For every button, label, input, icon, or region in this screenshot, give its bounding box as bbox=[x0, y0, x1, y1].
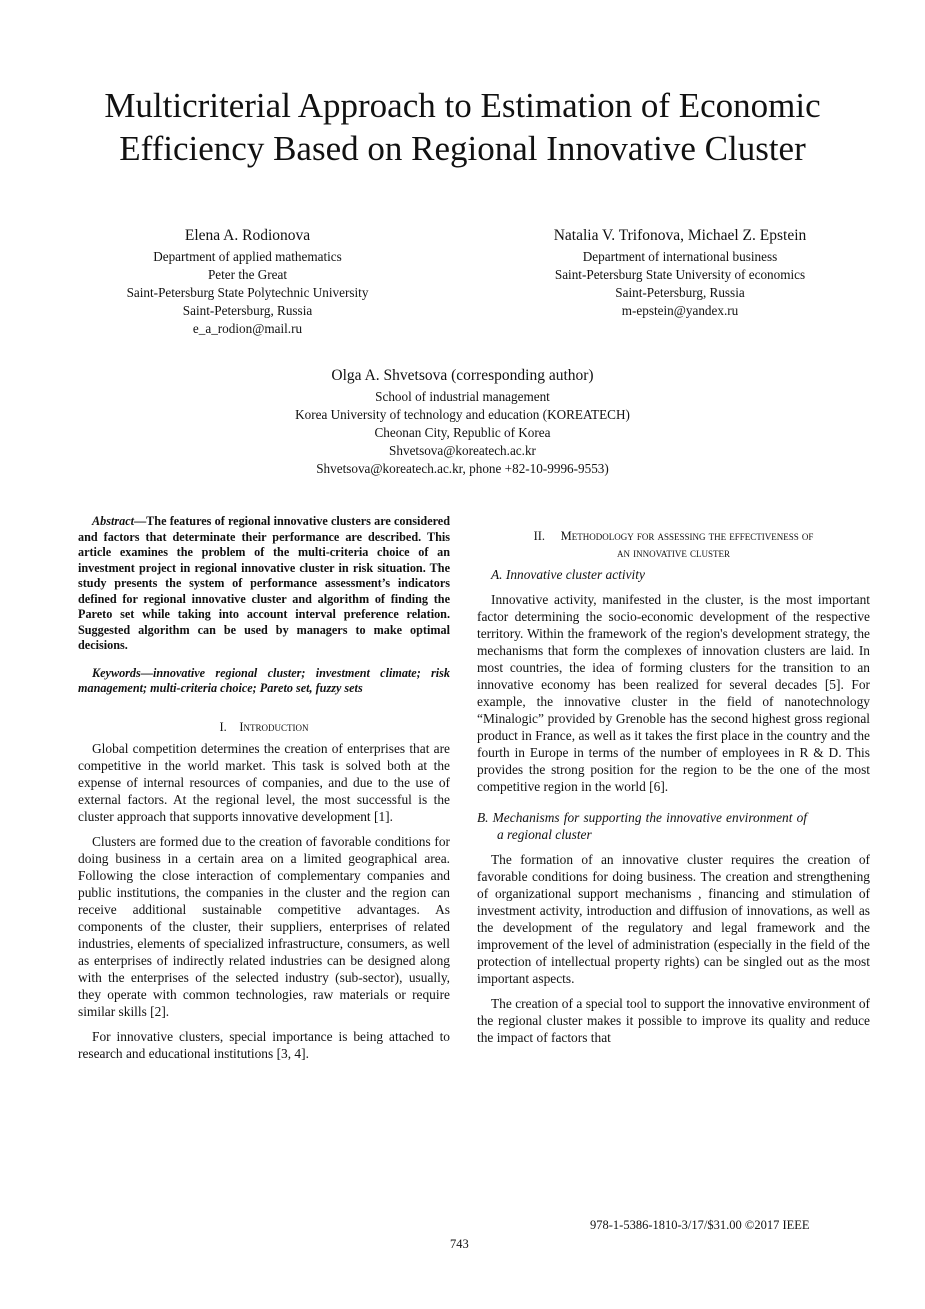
affiliation-line: Peter the Great bbox=[207, 267, 288, 282]
author-block-2 bbox=[505, 226, 855, 320]
author-email: e_a_rodion@mail.ru bbox=[192, 321, 303, 336]
abstract-text: —The features of regional innovative clusters are considered and factors that determinate their performance are described. This article examines the problem of the multi-criteria choice of an investment project in regional innovative cluster in risk situation. The study presents the system of performance assessment’s indicators defined for regional innovative cluster and algorithm of finding the Pareto set while taking into account interval preference relation. Suggested algorithm can be used by managers to make optimal decisions. bbox=[78, 514, 450, 652]
affiliation-line: Saint-Petersburg State Polytechnic University bbox=[126, 285, 369, 300]
author-contact: Shvetsova@koreatech.ac.kr, phone +82-10-9996-9553) bbox=[316, 461, 609, 476]
paragraph: Global competition determines the creation of enterprises that are competitive in the world market. This task is solved both at the expense of internal resources of companies, and due to the use of external factors. At the regional level, the most successful is the cluster approach that supports innovative development [1]. bbox=[78, 740, 450, 824]
author-block-3 bbox=[200, 366, 725, 478]
title-line-1: Multicriterial Approach to Estimation of Economic bbox=[104, 86, 821, 125]
author-block-1 bbox=[80, 226, 415, 338]
paragraph: The creation of a special tool to support the innovative environment of the regional cluster makes it possible to improve its quality and reduce the impact of factors that bbox=[477, 996, 870, 1045]
section-number: II. bbox=[533, 529, 546, 543]
copyright-notice: 978-1-5386-1810-3/17/$31.00 ©2017 IEEE bbox=[590, 1218, 810, 1232]
paper-title bbox=[40, 84, 885, 170]
affiliation-line: Department of applied mathematics bbox=[153, 249, 342, 264]
keywords bbox=[78, 666, 450, 697]
section-title-cont: an innovative cluster bbox=[616, 546, 731, 560]
paragraph: For innovative clusters, special importance is being attached to research and educational institutions [3, 4]. bbox=[78, 1028, 450, 1061]
keywords-text: —innovative regional cluster; investment climate; risk management; multi-criteria choice; Pareto set, fuzzy sets bbox=[78, 665, 450, 695]
page-number: 743 bbox=[450, 1237, 469, 1251]
keywords-label: Keywords bbox=[92, 665, 141, 680]
author-name: Elena A. Rodionova bbox=[184, 227, 311, 244]
paragraph: Innovative activity, manifested in the cluster, is the most important factor determining the socio-economic development of the respective territory. Within the framework of the region's development strategy, the mechanisms that form the complexes of innovation clusters are laid. In most countries, the idea of forming clusters for the transition to an innovative economy has been realized for several decades [5]. For example, the innovative cluster in the field of nanotechnology “Minalogic” provided by Grenoble has the second highest gross regional product in France, as well as it takes the first place in the country and the fourth in Europe in terms of the number of employees in R & D. This provides the strong position for the region to be the one of the most competitive region in the world [6]. bbox=[477, 592, 870, 794]
author-email: m-epstein@yandex.ru bbox=[621, 303, 739, 318]
paragraph: Clusters are formed due to the creation of favorable conditions for doing business in a certain area on a limited geographical area. Following the close interaction of complementary companies and public institutions, the companies in the cluster and the region can receive additional sustainable competitive advantages. As components of the cluster, their suppliers, enterprises of related industries, elements of specialized infrastructure, consumers, as well as enterprises of indirectly related industries can be designed along with the enterprises of the selected industry (sub-sector), usually, they operate with common technologies, raw materials or require similar skills [2]. bbox=[78, 833, 450, 1019]
affiliation-line: Saint-Petersburg, Russia bbox=[182, 303, 313, 318]
left-column bbox=[78, 514, 450, 1070]
abstract-label: Abstract bbox=[92, 514, 134, 528]
affiliation-line: School of industrial management bbox=[375, 389, 550, 404]
paragraph: The formation of an innovative cluster requires the creation of favorable conditions for doing business. The creation and strengthening of organizational support mechanisms , financing and stimulation of investment activity, introduction and diffusion of innovations, as well as the development of the regulatory and legal framework and the improvement of the level of administration (especially in the field of the protection of intellectual property rights) can be singled out as the most important aspects. bbox=[477, 852, 870, 986]
title-line-2: Efficiency Based on Regional Innovative Cluster bbox=[119, 129, 806, 168]
author-email: Shvetsova@koreatech.ac.kr bbox=[389, 443, 536, 458]
author-name: Natalia V. Trifonova, Michael Z. Epstein bbox=[553, 227, 807, 244]
affiliation-line: Department of international business bbox=[582, 249, 778, 264]
section-title: Introduction bbox=[239, 719, 309, 734]
section-title: Methodology for assessing the effectiveness of bbox=[560, 529, 814, 543]
affiliation-line: Korea University of technology and education (KOREATECH) bbox=[295, 407, 630, 422]
affiliation-line: Saint-Petersburg State University of economics bbox=[554, 267, 806, 282]
affiliation-line: Cheonan City, Republic of Korea bbox=[374, 425, 551, 440]
subsection-heading-b: B. Mechanisms for supporting the innovative environment of a regional cluster bbox=[477, 810, 807, 842]
right-column bbox=[477, 514, 870, 1054]
author-name: Olga A. Shvetsova (corresponding author) bbox=[331, 367, 594, 384]
affiliation-line: Saint-Petersburg, Russia bbox=[615, 285, 745, 300]
abstract bbox=[78, 514, 450, 654]
section-heading-intro bbox=[78, 719, 450, 736]
subsection-heading-a: A. Innovative cluster activity bbox=[491, 567, 645, 582]
section-number: I. bbox=[219, 719, 227, 734]
section-heading-methodology bbox=[477, 528, 870, 562]
